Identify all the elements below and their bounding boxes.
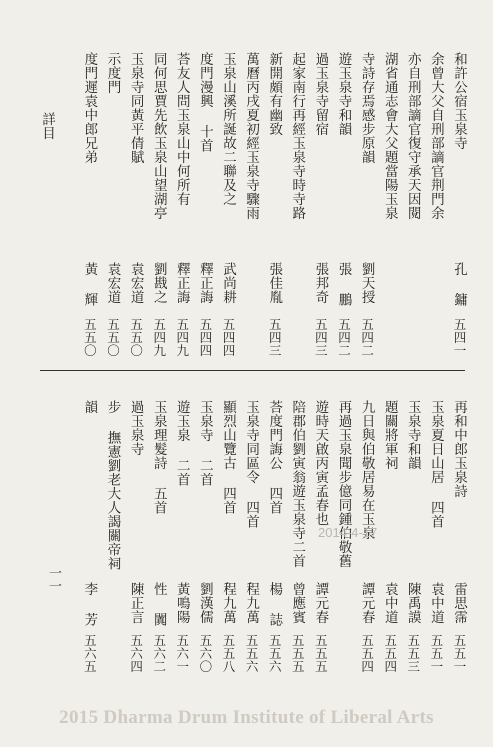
entry-author: 張 鵬 — [335, 262, 352, 307]
entry-title: 亦自刑部謫官復守承天因閱 — [404, 52, 421, 220]
page-header: 詳目 — [39, 112, 55, 140]
entry-title: 起家南行再經玉泉寺時寺路 — [289, 52, 306, 220]
entry-title: 題關將軍祠 — [381, 400, 398, 470]
entry-page: 五四九 — [151, 318, 167, 357]
entry-page: 五五五 — [313, 634, 329, 673]
entry-author: 程九萬 — [220, 582, 236, 624]
entry-author: 劉戡之 — [150, 262, 167, 304]
entry-page: 五五一 — [428, 634, 444, 673]
entry-author: 性 闐 — [150, 582, 167, 627]
entry-title: 湖省通志會大父題當陽玉泉 — [381, 52, 398, 220]
entry-title: 玉泉寺 二首 — [196, 400, 213, 487]
entry-author: 張邦奇 — [312, 262, 329, 304]
entry-author: 劉漢儒 — [196, 582, 213, 624]
entry-page: 五六二 — [151, 634, 167, 673]
entry-title: 度門遲袁中郎兄弟 — [81, 52, 98, 164]
entry-title: 過玉泉寺 — [127, 400, 144, 456]
entry-title: 遊玉泉寺和韻 — [335, 52, 352, 136]
entry-page: 五五〇 — [82, 318, 98, 357]
entry-page: 五四二 — [359, 318, 375, 357]
date-stamp: 2014-4-17 — [318, 525, 378, 540]
entry-page: 五四二 — [336, 318, 352, 357]
entry-title: 步 撫憲劉老大人謁關帝祠 — [104, 400, 121, 571]
entry-title: 新開頗有幽致 — [266, 52, 283, 136]
entry-title: 度門漫興 十首 — [196, 52, 213, 153]
entry-page: 五五八 — [221, 634, 236, 673]
entry-title: 余曾大父自刑部謫官荆門余 — [427, 52, 444, 220]
entry-author: 曾應賓 — [289, 582, 306, 624]
entry-page: 五四三 — [267, 318, 283, 357]
entry-page: 五五一 — [452, 634, 467, 673]
entry-title: 荅度門誨公 四首 — [266, 400, 283, 515]
entry-author: 譚元春 — [358, 582, 375, 624]
entry-author: 雷思霈 — [451, 582, 467, 624]
entry-author: 程九萬 — [243, 582, 260, 624]
entry-title: 顯烈山覽古 四首 — [220, 400, 236, 515]
entry-title: 遊玉泉 二首 — [173, 400, 190, 487]
entry-author: 劉天授 — [358, 262, 375, 304]
entry-title: 陪郡伯劉寅翁遊玉泉寺二首 — [289, 400, 306, 568]
entry-page: 五四四 — [221, 318, 236, 357]
entry-title: 遊時天啟丙寅孟春也 — [312, 400, 329, 526]
entry-title: 韻 — [81, 400, 98, 414]
entry-page: 五四三 — [313, 318, 329, 357]
watermark: 2015 Dharma Drum Institute of Liberal Arts — [59, 707, 434, 728]
entry-title: 荅友人問玉泉山中何所有 — [173, 52, 190, 206]
entry-author: 袁中道 — [381, 582, 398, 624]
entry-author: 黃鳴陽 — [173, 582, 190, 624]
entry-page: 五五〇 — [128, 318, 144, 357]
entry-page: 五五三 — [405, 634, 421, 673]
entry-title: 玉泉夏日山居 四首 — [427, 400, 444, 529]
entry-author: 楊 誌 — [266, 582, 283, 627]
entry-page: 五四九 — [174, 318, 190, 357]
entry-author: 孔 鏞 — [451, 262, 467, 307]
entry-page: 五五六 — [267, 634, 283, 673]
entry-author: 袁中道 — [427, 582, 444, 624]
entry-title: 玉泉寺同區令 四首 — [243, 400, 260, 529]
entry-page: 五六〇 — [197, 634, 213, 673]
entry-title: 再過玉泉聞步億同鍾伯敬舊 — [335, 400, 352, 568]
entry-title: 示度門 — [104, 52, 121, 94]
page-number: 一一 — [46, 566, 61, 592]
entry-page: 五六一 — [174, 634, 190, 673]
entry-page: 五五四 — [359, 634, 375, 673]
entry-page: 五五四 — [382, 634, 398, 673]
entry-page: 五五六 — [244, 634, 260, 673]
entry-page: 五五五 — [290, 634, 306, 673]
entry-title: 萬曆丙戌夏初經玉泉寺驟雨 — [243, 52, 260, 220]
register-divider — [40, 370, 465, 371]
entry-title: 玉泉理髮詩 五首 — [150, 400, 167, 515]
entry-author: 張佳胤 — [266, 262, 283, 304]
entry-title: 再和中郎玉泉詩 — [451, 400, 467, 498]
entry-page: 五四四 — [197, 318, 213, 357]
entry-title: 九日與伯敬居易在玉泉 — [358, 400, 375, 540]
entry-author: 譚元春 — [312, 582, 329, 624]
entry-author: 黃 輝 — [81, 262, 98, 307]
entry-author: 釋正誨 — [196, 262, 213, 304]
entry-title: 同何思賈先飲玉泉山望湖亭 — [150, 52, 167, 220]
entry-author: 陳正言 — [127, 582, 144, 624]
entry-title: 玉泉山溪所誕故二聯及之 — [220, 52, 236, 206]
entry-author: 陳禹謨 — [404, 582, 421, 624]
entry-page: 五六四 — [128, 634, 144, 673]
entry-author: 袁宏道 — [104, 262, 121, 304]
entry-author: 袁宏道 — [127, 262, 144, 304]
entry-page: 五六五 — [82, 634, 98, 673]
entry-title: 玉泉寺和韻 — [404, 400, 421, 470]
entry-page: 五五〇 — [105, 318, 121, 357]
entry-author: 武尚耕 — [220, 262, 236, 304]
entry-title: 寺詩存焉感步原韻 — [358, 52, 375, 164]
entry-title: 過玉泉寺留宿 — [312, 52, 329, 136]
entry-title: 玉泉寺同黃平倩賦 — [127, 52, 144, 164]
entry-author: 李 芳 — [81, 582, 98, 627]
entry-title: 和許公宿玉泉寺 — [451, 52, 467, 150]
entry-author: 釋正誨 — [173, 262, 190, 304]
entry-page: 五四一 — [452, 318, 467, 357]
